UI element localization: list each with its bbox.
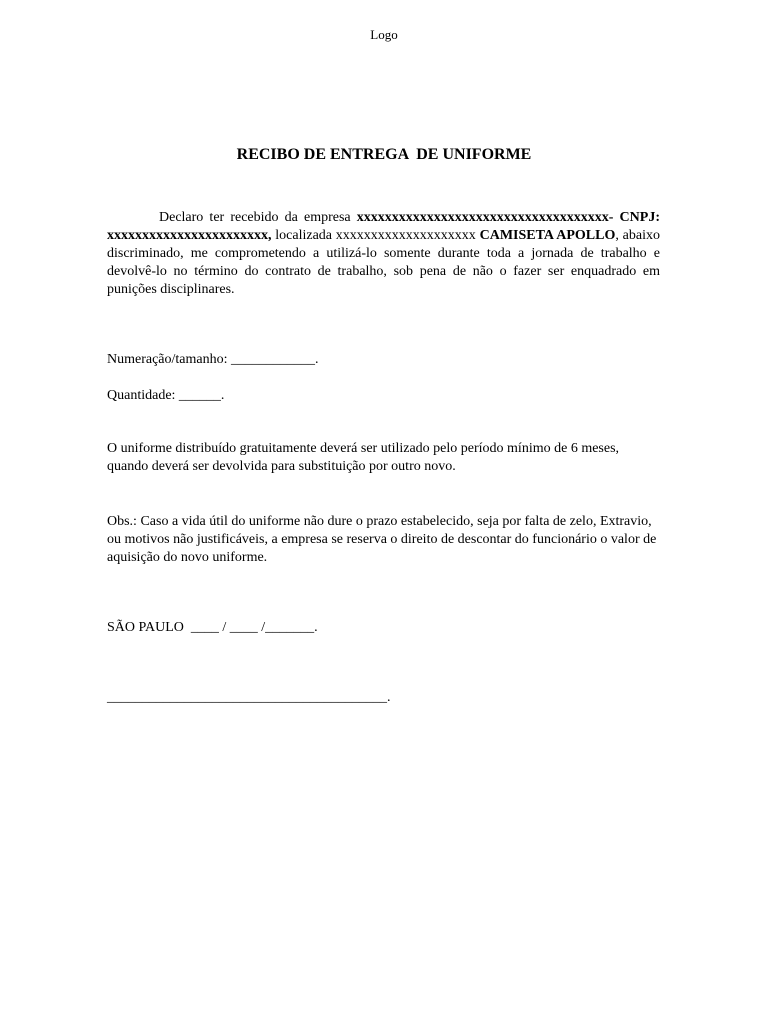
uniform-item-name: CAMISETA APOLLO [479, 228, 616, 243]
obs-paragraph: Obs.: Caso a vida útil do uniforme não dure o prazo estabelecido, seja por falta de zelo, Extravio, ou motivos não justificáveis, a empresa se reserva o direito de descontar do funcionário o valor de aquisição do novo uniforme. [107, 514, 657, 565]
company-placeholder: xxxxxxxxxxxxxxxxxxxxxxxxxxxxxxxxxxxx- CNPJ: xxxxxxxxxxxxxxxxxxxxxxx, [107, 210, 660, 243]
logo-placeholder: Logo [370, 27, 398, 42]
declaration-paragraph [107, 209, 660, 299]
usage-paragraph: O uniforme distribuído gratuitamente deverá ser utilizado pelo período mínimo de 6 meses, quando deverá ser devolvida para substituição por outro novo. [107, 441, 620, 474]
signature-line: ________________________________________. [107, 690, 391, 705]
declaration-text-1: Declaro ter recebido da empresa [159, 210, 357, 225]
declaration-text-3: , abaixo discriminado, me comprometendo a utilizá-lo somente durante toda a jornada de trabalho e devolvê-lo no término do contrato de trabalho, sob pena de não o fazer ser enquadrado em punições disciplinares. [107, 228, 660, 297]
quantity-field: Quantidade: ______. [107, 388, 225, 403]
declaration-text-2: localizada xxxxxxxxxxxxxxxxxxxx [271, 228, 480, 243]
size-field: Numeração/tamanho: ____________. [107, 352, 319, 367]
date-line: SÃO PAULO ____ / ____ /_______. [107, 620, 318, 635]
document-title: RECIBO DE ENTREGA DE UNIFORME [236, 146, 532, 163]
